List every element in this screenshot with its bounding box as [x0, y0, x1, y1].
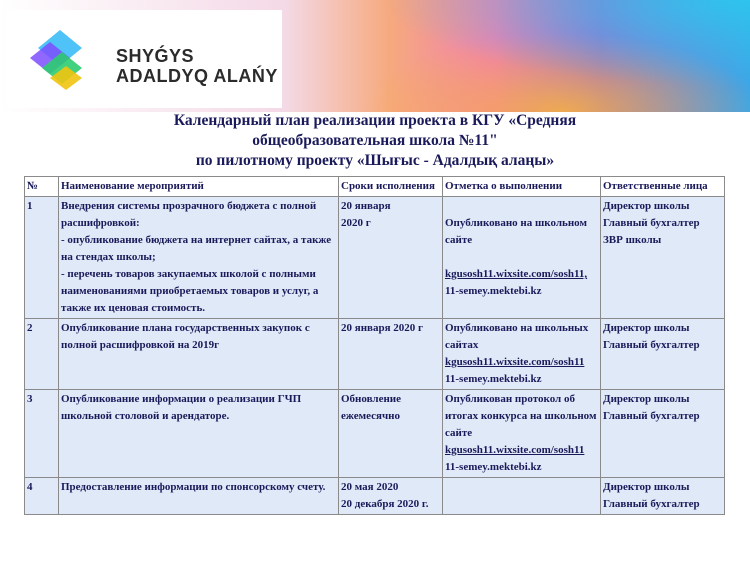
table-header-row [25, 177, 725, 197]
status-text: Опубликован протокол об итогах конкурса на школьном сайте [445, 393, 597, 439]
responsible-line: Директор школы [603, 481, 690, 493]
deadline-line: 20 января [341, 200, 391, 212]
title-line-2: общеобразовательная школа №11" [252, 132, 498, 149]
row-deadline [339, 319, 443, 390]
row-task [59, 478, 339, 515]
header-deadline: Сроки исполнения [339, 177, 443, 197]
row-num: 3 [25, 390, 59, 478]
responsible-line: Главный бухгалтер [603, 498, 700, 510]
row-responsible [601, 197, 725, 319]
site-link[interactable]: kgusosh11.wixsite.com/sosh11 [445, 356, 585, 368]
deadline-line: 20 января 2020 г [341, 322, 424, 334]
site-link[interactable]: kgusosh11.wixsite.com/sosh11, [445, 268, 588, 280]
row-responsible [601, 319, 725, 390]
deadline-line: Обновление ежемесячно [341, 393, 402, 422]
task-line: Опубликование плана государственных закупок с полной расшифровкой на 2019г [61, 322, 310, 351]
deadline-line: 20 мая 2020 [341, 481, 399, 493]
row-responsible [601, 478, 725, 515]
site-link[interactable]: kgusosh11.wixsite.com/sosh11 [445, 444, 585, 456]
row-responsible [601, 390, 725, 478]
logo [6, 10, 282, 108]
row-deadline [339, 478, 443, 515]
row-num: 2 [25, 319, 59, 390]
row-status [443, 390, 601, 478]
responsible-line: Директор школы [603, 200, 690, 212]
row-deadline [339, 197, 443, 319]
row-task [59, 319, 339, 390]
banner-gradient [280, 0, 750, 112]
status-text: Опубликовано на школьном сайте [445, 217, 587, 246]
task-line: Внедрения системы прозрачного бюджета с полной расшифровкой: [61, 200, 317, 229]
logo-text [116, 46, 278, 86]
task-line: - опубликование бюджета на интернет сайтах, а также на стендах школы; [61, 234, 332, 263]
site-link[interactable]: 11-semey.mektebi.kz [445, 285, 542, 297]
site-link[interactable]: 11-semey.mektebi.kz [445, 373, 542, 385]
responsible-line: Директор школы [603, 322, 690, 334]
header-banner [0, 0, 750, 112]
header-num: № [25, 177, 59, 197]
header-responsible: Ответственные лица [601, 177, 725, 197]
row-num: 4 [25, 478, 59, 515]
header-task: Наименование мероприятий [59, 177, 339, 197]
row-task [59, 390, 339, 478]
table-row [25, 197, 725, 319]
task-line: Опубликование информации о реализации ГЧП школьной столовой и арендаторе. [61, 393, 302, 422]
title-line-3: по пилотному проекту «Шығыс - Адалдық алаңы» [195, 152, 555, 169]
row-status [443, 319, 601, 390]
header-status: Отметка о выполнении [443, 177, 601, 197]
row-num: 1 [25, 197, 59, 319]
title-line-1: Календарный план реализации проекта в КГУ «Средняя [173, 112, 577, 129]
deadline-line: 2020 г [341, 217, 371, 229]
table-row [25, 390, 725, 478]
page-title [0, 111, 750, 171]
logo-line-1: SHYǴYS [116, 46, 195, 66]
responsible-line: Главный бухгалтер [603, 410, 700, 422]
status-text: Опубликовано на школьных сайтах [445, 322, 589, 351]
deadline-line: 20 декабря 2020 г. [341, 498, 429, 510]
row-status [443, 197, 601, 319]
responsible-line: Главный бухгалтер [603, 339, 700, 351]
task-line: - перечень товаров закупаемых школой с полными наименованиями приобретаемых товаров и услуг, а также их ценовая стоимость. [61, 268, 319, 314]
table-row [25, 478, 725, 515]
plan-table [24, 176, 725, 515]
responsible-line: Директор школы [603, 393, 690, 405]
logo-mark-icon [20, 26, 100, 96]
task-line: Предоставление информации по спонсорскому счету. [61, 481, 326, 493]
logo-line-2: ADALDYQ ALAŃY [116, 66, 278, 86]
site-link[interactable]: 11-semey.mektebi.kz [445, 461, 542, 473]
row-task [59, 197, 339, 319]
table-row [25, 319, 725, 390]
responsible-line: Главный бухгалтер [603, 217, 700, 229]
row-deadline [339, 390, 443, 478]
responsible-line: ЗВР школы [603, 234, 662, 246]
row-status [443, 478, 601, 515]
